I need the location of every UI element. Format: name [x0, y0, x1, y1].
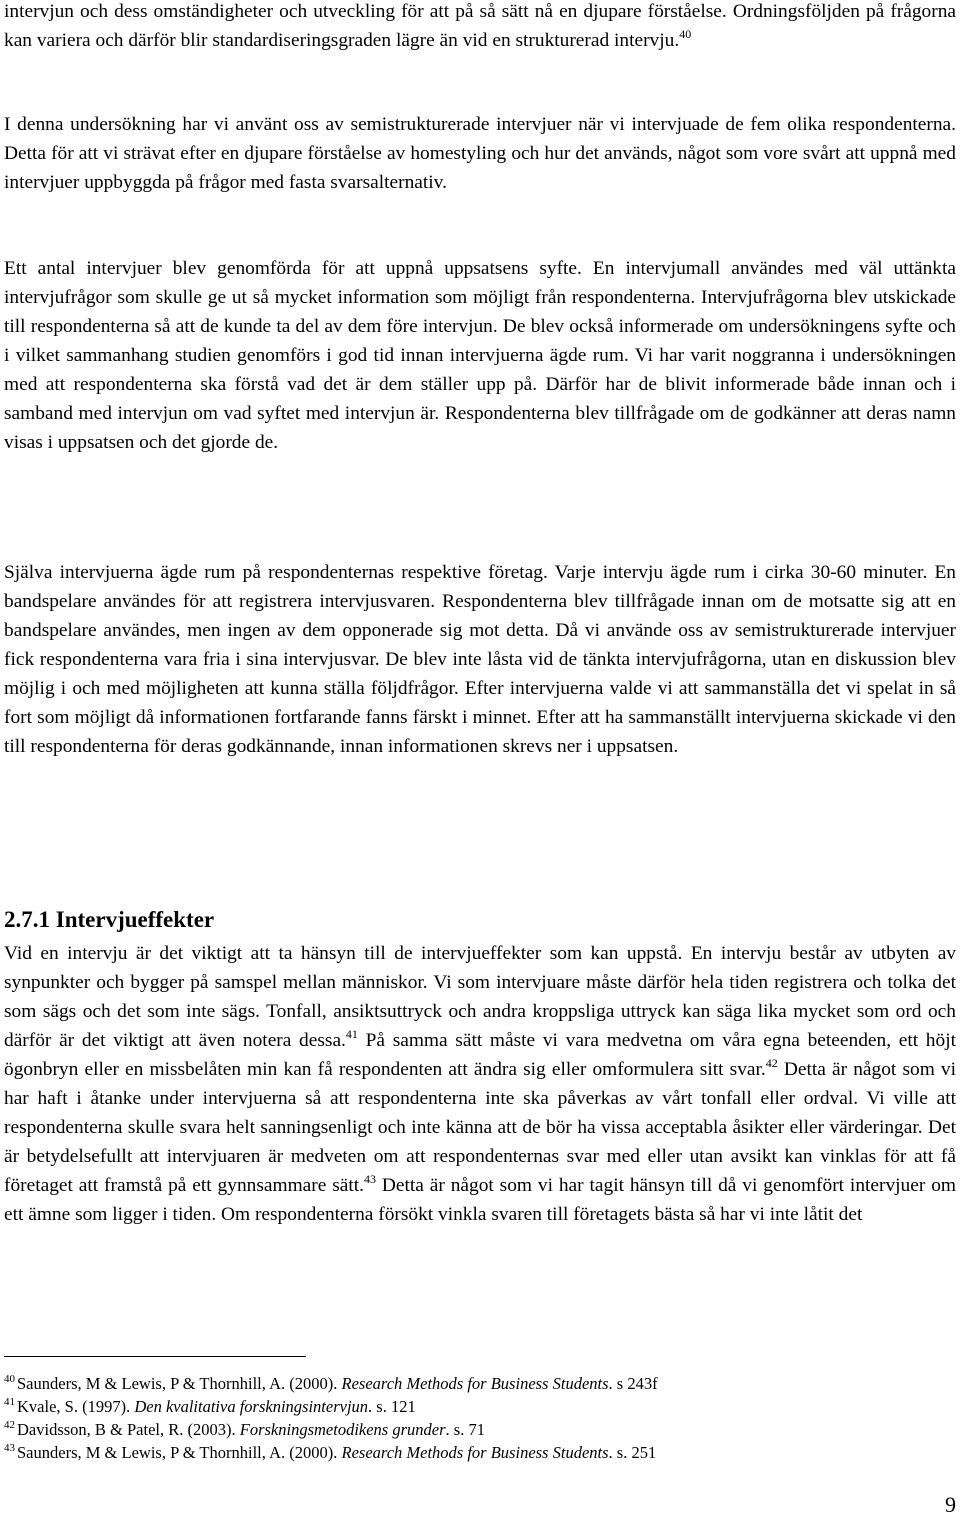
footnote-item — [4, 1418, 904, 1441]
footnote-source: Saunders, M & Lewis, P & Thornhill, A. (2000). — [17, 1374, 342, 1393]
paragraph-procedure: Själva intervjuerna ägde rum på respondenternas respektive företag. Varje intervju ägde rum i cirka 30-60 minuter. En bandspelare användes för att registrera intervjusvaren. Respondenterna blev tillfrågade innan om de motsatte sig att en bandspelare användes, men ingen av dem opponerade sig mot detta. Då vi använde oss av semistrukturerade intervjuer fick respondenterna vara fria i sina intervjusvar. De blev inte låsta vid de tänkta intervjufrågorna, utan en diskussion blev möjlig i och med möjligheten att kunna ställa följdfrågor. Efter intervjuerna valde vi att sammanställa det vi spelat in så fort som möjligt då informationen fortfarande fanns färskt i minnet. Efter att ha sammanställt intervjuerna skickade vi den till respondenterna för deras godkännande, innan informationen skrevs ner i uppsatsen. — [4, 562, 956, 757]
footnote-page: . s. 251 — [608, 1443, 657, 1462]
footnote-page: . s. 121 — [368, 1397, 416, 1416]
footnote-ref-43: 43 — [363, 1172, 376, 1186]
paragraph-interview-effects — [4, 939, 956, 1229]
footnote-number: 43 — [4, 1442, 15, 1454]
footnote-ref-40: 40 — [679, 27, 692, 41]
footnote-separator — [4, 1356, 306, 1357]
footnote-source: Saunders, M & Lewis, P & Thornhill, A. (2000). — [17, 1443, 342, 1462]
footnote-ref-42: 42 — [765, 1056, 778, 1070]
effects-text-1: Vid en intervju är det viktigt att ta hänsyn till de intervjueffekter som kan uppstå. En intervju består av utbyten av synpunkter och bygger på samspel mellan människor. Vi som intervjuare måste därför hela tiden registrera och tolka det som sägs och det som inte sägs. Tonfall, ansiktsuttryck och andra kroppsliga uttryck kan säga lika mycket som ord och därför är det viktigt att även notera dessa. — [4, 943, 956, 1051]
footnote-source: Davidsson, B & Patel, R. (2003). — [17, 1420, 240, 1439]
footnote-title: Forskningsmetodikens grunder — [239, 1420, 446, 1439]
footnote-number: 40 — [4, 1373, 15, 1385]
footnote-list — [4, 1372, 904, 1464]
paragraph-interviews: Ett antal intervjuer blev genomförda för att uppnå uppsatsens syfte. En intervjumall användes med väl uttänkta intervjufrågor som skulle ge ut så mycket information som möjligt från respondenterna. Intervjufrågorna blev utskickade till respondenterna så att de kunde ta del av dem före intervjun. De blev också informerade om undersökningens syfte och i vilket sammanhang studien genomförs i god tid innan intervjuerna ägde rum. Vi har varit noggranna i undersökningen med att respondenterna ska förstå vad det är dem ställer upp på. Därför har de blivit informerade både innan och i samband med intervjun om vad syftet med intervjun är. Respondenterna blev tillfrågade om de godkänner att deras namn visas i uppsatsen och det gjorde de. — [4, 258, 956, 453]
section-heading: 2.7.1 Intervjueffekter — [4, 907, 215, 932]
footnote-title: Research Methods for Business Students — [341, 1374, 609, 1393]
page-number: 9 — [945, 1492, 956, 1517]
footnote-number: 42 — [4, 1419, 15, 1431]
footnote-number: 41 — [4, 1396, 15, 1408]
footnote-page: . s 243f — [608, 1374, 658, 1393]
footnote-title: Research Methods for Business Students — [341, 1443, 609, 1462]
footnote-page: . s. 71 — [445, 1420, 485, 1439]
footnote-item — [4, 1372, 904, 1395]
paragraph-intro-text: intervjun och dess omständigheter och utveckling för att på så sätt nå en djupare förståelse. Ordningsföljden på frågorna kan variera och därför blir standardiseringsgraden lägre än vid en strukturerad intervju. — [4, 1, 956, 51]
footnote-item — [4, 1395, 904, 1418]
footnote-title: Den kvalitativa forskningsintervjun — [134, 1397, 369, 1416]
footnote-source: Kvale, S. (1997). — [17, 1397, 135, 1416]
effects-text-2: På samma sätt måste vi vara medvetna om våra egna beteenden, ett höjt ögonbryn eller en missbelåten min kan få respondenten att ändra sig eller omformulera sitt svar. — [4, 1030, 956, 1080]
paragraph-intro — [4, 0, 956, 55]
footnote-item — [4, 1441, 904, 1464]
effects-text-3: Detta är något som vi har haft i åtanke under intervjuerna så att respondenterna inte ska påverkas av vårt tonfall eller ordval. Vi ville att respondenterna skulle svara helt sanningsenligt och inte känna att de bör ha vissa acceptabla åsikter eller värderingar. Det är betydelsefullt att intervjuaren är medveten om att respondenternas svar med eller utan avsikt kan vinklas för att få företaget att framstå på ett gynnsammare sätt. — [4, 1059, 957, 1196]
effects-text-4: Detta är något som vi har tagit hänsyn till då vi genomfört intervjuer om ett ämne som ligger i tiden. Om respondenterna försökt vinkla svaren till företagets bästa så har vi inte låtit det — [4, 1175, 956, 1225]
paragraph-method: I denna undersökning har vi använt oss av semistrukturerade intervjuer när vi intervjuade de fem olika respondenterna. Detta för att vi strävat efter en djupare förståelse av homestyling och hur det används, något som vore svårt att uppnå med intervjuer uppbyggda på frågor med fasta svarsalternativ. — [4, 114, 956, 193]
footnote-ref-41: 41 — [345, 1027, 358, 1041]
